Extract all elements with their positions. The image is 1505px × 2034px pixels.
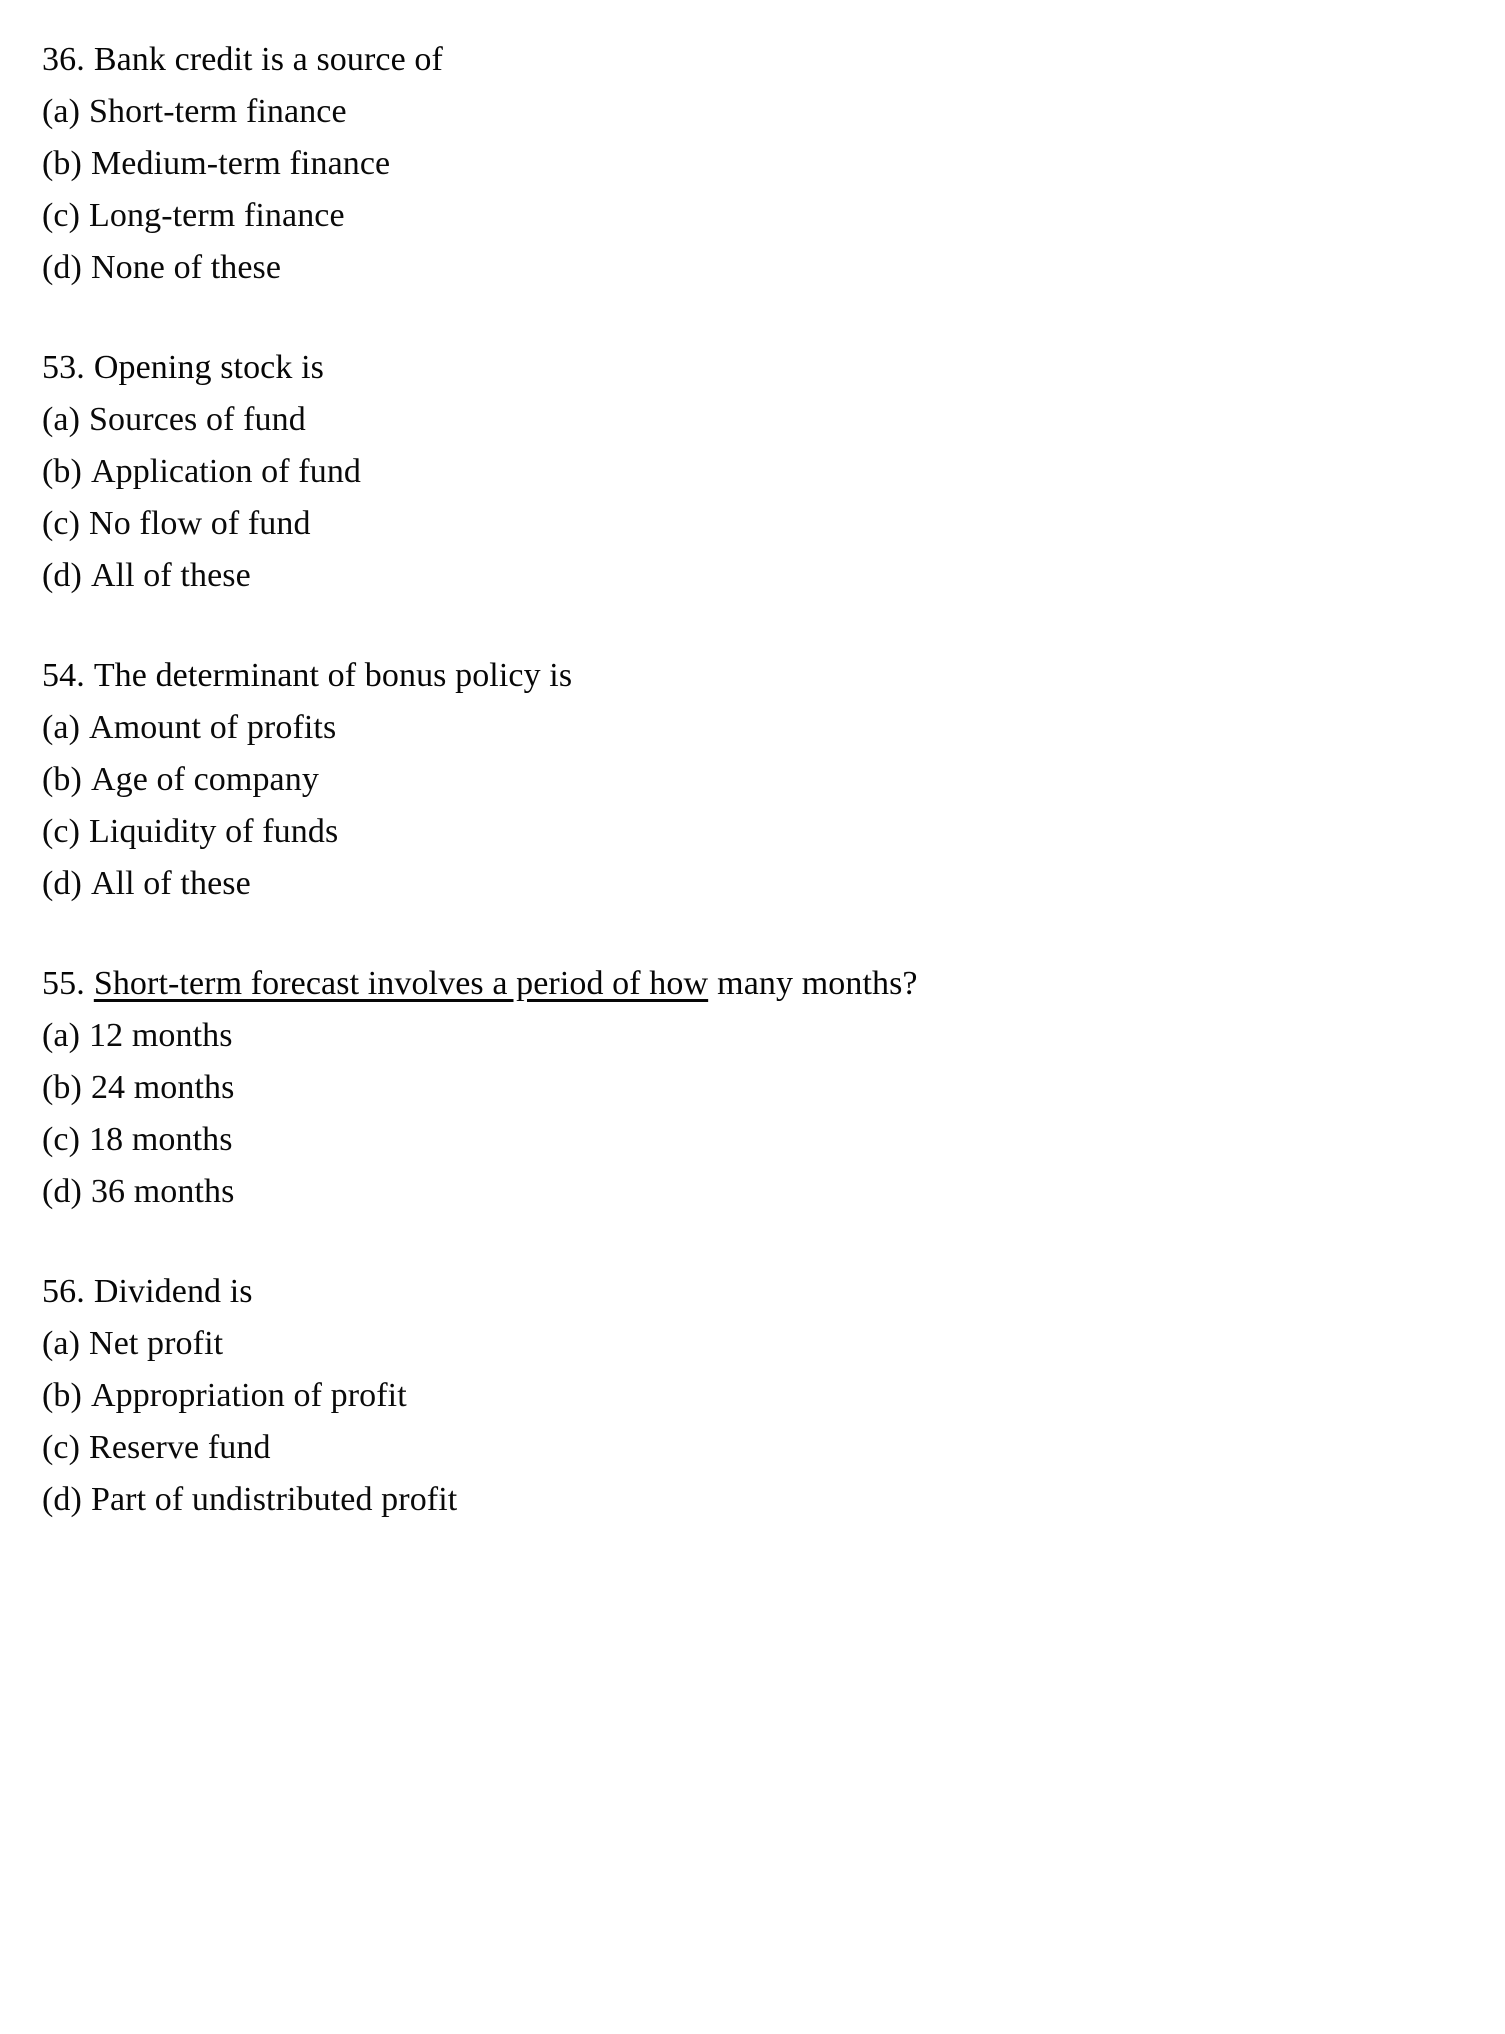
option-label: (a): [42, 709, 81, 746]
option-text: Net profit: [89, 1325, 224, 1362]
option-label: (a): [42, 401, 81, 438]
option-label: (b): [42, 145, 82, 182]
option-label: (d): [42, 249, 82, 286]
answer-option[interactable]: [42, 1318, 1442, 1370]
question-block: [42, 34, 1442, 294]
answer-option[interactable]: [42, 1062, 1442, 1114]
option-text: Application of fund: [90, 453, 362, 490]
question-list: [42, 34, 1442, 1526]
option-text: 18 months: [89, 1121, 233, 1158]
answer-option[interactable]: [42, 498, 1442, 550]
option-label: (c): [42, 197, 81, 234]
option-text: None of these: [90, 249, 282, 286]
question-stem-text: Opening stock is: [93, 349, 324, 386]
option-label: (c): [42, 813, 81, 850]
option-text: 12 months: [89, 1017, 233, 1054]
answer-option[interactable]: [42, 1422, 1442, 1474]
option-text: Part of undistributed profit: [90, 1481, 458, 1518]
answer-option[interactable]: [42, 86, 1442, 138]
question-number: 53.: [42, 349, 85, 386]
option-label: (d): [42, 1173, 82, 1210]
option-label: (a): [42, 93, 81, 130]
option-text: Long-term finance: [89, 197, 345, 234]
question-block: [42, 958, 1442, 1218]
question-block: [42, 342, 1442, 602]
question-stem-text: Bank credit is a source of: [93, 41, 443, 78]
answer-option[interactable]: [42, 394, 1442, 446]
answer-option[interactable]: [42, 1166, 1442, 1218]
question-stem: [42, 958, 1442, 1010]
answer-option[interactable]: [42, 1370, 1442, 1422]
option-label: (d): [42, 557, 82, 594]
option-label: (a): [42, 1325, 81, 1362]
answer-option[interactable]: [42, 702, 1442, 754]
option-text: Appropriation of profit: [90, 1377, 407, 1414]
option-text: Liquidity of funds: [89, 813, 339, 850]
option-label: (c): [42, 505, 81, 542]
question-number: 54.: [42, 657, 85, 694]
question-stem-text: The determinant of bonus policy is: [93, 657, 573, 694]
option-label: (a): [42, 1017, 81, 1054]
answer-option[interactable]: [42, 1010, 1442, 1062]
option-text: Reserve fund: [89, 1429, 271, 1466]
question-number: 55.: [42, 965, 85, 1002]
option-label: (c): [42, 1429, 81, 1466]
option-text: Sources of fund: [89, 401, 306, 438]
option-text: No flow of fund: [89, 505, 311, 542]
question-stem: [42, 650, 1442, 702]
answer-option[interactable]: [42, 1114, 1442, 1166]
question-stem-text: many months?: [717, 965, 918, 1002]
option-label: (b): [42, 453, 82, 490]
option-label: (d): [42, 1481, 82, 1518]
question-stem-underlined: Short-term forecast involves a period of how: [93, 965, 709, 1002]
option-label: (b): [42, 1377, 82, 1414]
option-text: All of these: [90, 865, 251, 902]
option-label: (b): [42, 1069, 82, 1106]
answer-option[interactable]: [42, 754, 1442, 806]
option-label: (d): [42, 865, 82, 902]
option-text: Medium-term finance: [90, 145, 391, 182]
option-text: Age of company: [90, 761, 319, 798]
answer-option[interactable]: [42, 550, 1442, 602]
answer-option[interactable]: [42, 242, 1442, 294]
question-number: 36.: [42, 41, 85, 78]
option-text: Amount of profits: [89, 709, 337, 746]
question-stem: [42, 1266, 1442, 1318]
question-block: [42, 1266, 1442, 1526]
answer-option[interactable]: [42, 806, 1442, 858]
option-text: 24 months: [90, 1069, 235, 1106]
answer-option[interactable]: [42, 858, 1442, 910]
option-text: All of these: [90, 557, 251, 594]
question-number: 56.: [42, 1273, 85, 1310]
option-label: (b): [42, 761, 82, 798]
option-text: Short-term finance: [89, 93, 347, 130]
question-stem: [42, 34, 1442, 86]
question-stem: [42, 342, 1442, 394]
question-block: [42, 650, 1442, 910]
answer-option[interactable]: [42, 138, 1442, 190]
option-label: (c): [42, 1121, 81, 1158]
answer-option[interactable]: [42, 190, 1442, 242]
option-text: 36 months: [90, 1173, 235, 1210]
answer-option[interactable]: [42, 1474, 1442, 1526]
question-stem-text: Dividend is: [93, 1273, 253, 1310]
answer-option[interactable]: [42, 446, 1442, 498]
